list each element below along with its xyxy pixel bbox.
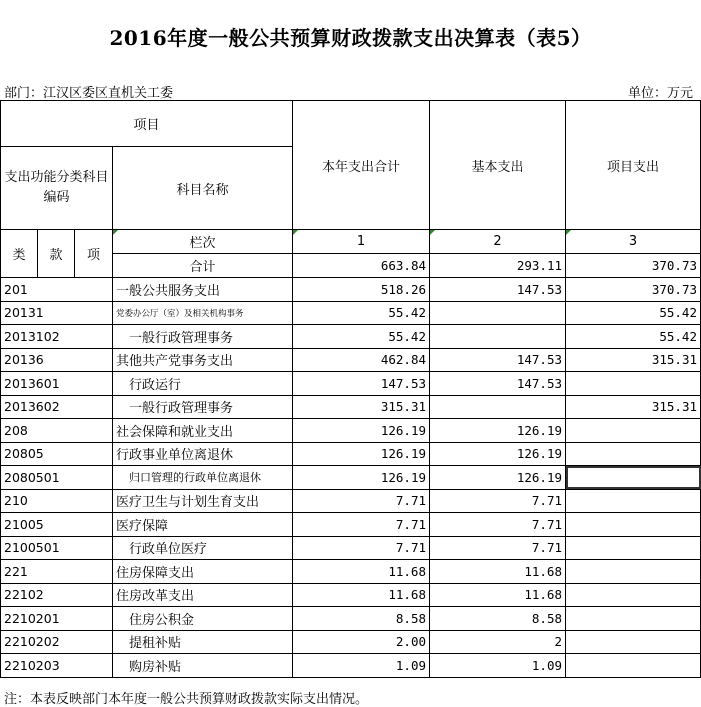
row-code: 22102 — [1, 583, 113, 607]
row-total: 2.00 — [293, 630, 430, 654]
row-code: 210 — [1, 489, 113, 513]
row-code: 2013602 — [1, 395, 113, 419]
row-project — [566, 442, 701, 466]
row-name: 一般行政管理事务 — [113, 395, 293, 419]
row-total: 55.42 — [293, 325, 430, 349]
row-total: 55.42 — [293, 301, 430, 325]
table-row — [1, 419, 701, 443]
row-code: 21005 — [1, 513, 113, 537]
row-name: 住房公积金 — [113, 607, 293, 631]
row-code: 20805 — [1, 442, 113, 466]
row-project — [566, 654, 701, 678]
row-basic: 126.19 — [430, 466, 566, 490]
report-title: 2016年度一般公共预算财政拨款支出决算表（表5） — [109, 26, 592, 50]
row-name: 医疗卫生与计划生育支出 — [113, 489, 293, 513]
row-total: 1.09 — [293, 654, 430, 678]
table-row — [1, 278, 701, 302]
table-row — [1, 654, 701, 678]
row-project — [566, 513, 701, 537]
row-code: 221 — [1, 560, 113, 584]
row-name: 行政单位医疗 — [113, 536, 293, 560]
footnote: 注：本表反映部门本年度一般公共预算财政拨款实际支出情况。 — [4, 692, 369, 707]
table-row — [1, 560, 701, 584]
row-basic: 1.09 — [430, 654, 566, 678]
row-name: 社会保障和就业支出 — [113, 419, 293, 443]
row-name: 归口管理的行政单位离退休 — [113, 466, 293, 490]
row-name: 其他共产党事务支出 — [113, 348, 293, 372]
row-basic: 126.19 — [430, 442, 566, 466]
row-basic: 147.53 — [430, 348, 566, 372]
row-name: 购房补贴 — [113, 654, 293, 678]
table-row — [1, 395, 701, 419]
row-name: 一般行政管理事务 — [113, 325, 293, 349]
header-function-code: 支出功能分类科目编码 — [1, 147, 113, 230]
header-basic-expenditure: 基本支出 — [430, 101, 566, 230]
row-project — [566, 607, 701, 631]
row-total: 518.26 — [293, 278, 430, 302]
table-row — [1, 583, 701, 607]
row-basic: 126.19 — [430, 419, 566, 443]
row-total: 7.71 — [293, 536, 430, 560]
row-total: 315.31 — [293, 395, 430, 419]
row-code: 2210202 — [1, 630, 113, 654]
row-code: 2100501 — [1, 536, 113, 560]
row-project: 370.73 — [566, 278, 701, 302]
row-name: 行政事业单位离退休 — [113, 442, 293, 466]
total-project: 370.73 — [566, 254, 701, 278]
header-xiang: 项 — [75, 230, 113, 278]
table-row — [1, 301, 701, 325]
row-basic: 147.53 — [430, 372, 566, 396]
header-lanci: 栏次 — [113, 230, 293, 254]
row-total: 11.68 — [293, 560, 430, 584]
row-code: 20136 — [1, 348, 113, 372]
row-project-selected-cell[interactable] — [566, 466, 701, 490]
row-name: 住房改革支出 — [113, 583, 293, 607]
header-total-expenditure: 本年支出合计 — [293, 101, 430, 230]
header-subject-name: 科目名称 — [113, 147, 293, 230]
department-label: 部门：江汉区委区直机关工委 — [4, 86, 174, 101]
row-total: 126.19 — [293, 419, 430, 443]
row-code: 2013102 — [1, 325, 113, 349]
row-project — [566, 560, 701, 584]
row-project — [566, 419, 701, 443]
row-code: 201 — [1, 278, 113, 302]
row-basic: 11.68 — [430, 583, 566, 607]
header-kuan: 款 — [38, 230, 75, 278]
header-project-expenditure: 项目支出 — [566, 101, 701, 230]
row-code: 2013601 — [1, 372, 113, 396]
row-basic: 2 — [430, 630, 566, 654]
row-code: 2210203 — [1, 654, 113, 678]
row-name: 提租补贴 — [113, 630, 293, 654]
row-name: 一般公共服务支出 — [113, 278, 293, 302]
row-basic: 8.58 — [430, 607, 566, 631]
row-name: 住房保障支出 — [113, 560, 293, 584]
row-basic: 7.71 — [430, 489, 566, 513]
header-lei: 类 — [1, 230, 38, 278]
table-row — [1, 536, 701, 560]
total-label: 合计 — [113, 254, 293, 278]
row-project: 55.42 — [566, 325, 701, 349]
table-row — [1, 630, 701, 654]
row-total: 462.84 — [293, 348, 430, 372]
row-total: 126.19 — [293, 466, 430, 490]
row-project — [566, 536, 701, 560]
table-row — [1, 513, 701, 537]
row-basic: 147.53 — [430, 278, 566, 302]
total-basic: 293.11 — [430, 254, 566, 278]
header-item: 项目 — [1, 101, 293, 147]
budget-table — [0, 100, 701, 678]
row-code: 2210201 — [1, 607, 113, 631]
row-total: 8.58 — [293, 607, 430, 631]
row-basic — [430, 395, 566, 419]
table-row — [1, 489, 701, 513]
row-name: 党委办公厅（室）及相关机构事务 — [113, 301, 293, 325]
row-basic — [430, 325, 566, 349]
row-project — [566, 630, 701, 654]
table-row — [1, 325, 701, 349]
row-basic: 7.71 — [430, 513, 566, 537]
row-project — [566, 372, 701, 396]
row-project: 315.31 — [566, 348, 701, 372]
col-index-2: 2 — [430, 230, 566, 254]
col-index-3: 3 — [566, 230, 701, 254]
row-name: 行政运行 — [113, 372, 293, 396]
table-row — [1, 442, 701, 466]
table-row — [1, 466, 701, 490]
row-project — [566, 583, 701, 607]
row-basic: 11.68 — [430, 560, 566, 584]
table-row — [1, 372, 701, 396]
row-total: 7.71 — [293, 489, 430, 513]
col-index-1: 1 — [293, 230, 430, 254]
row-total: 11.68 — [293, 583, 430, 607]
row-total: 7.71 — [293, 513, 430, 537]
row-project — [566, 489, 701, 513]
unit-label: 单位：万元 — [627, 86, 693, 101]
row-code: 2080501 — [1, 466, 113, 490]
table-row — [1, 348, 701, 372]
row-total: 126.19 — [293, 442, 430, 466]
row-project: 315.31 — [566, 395, 701, 419]
row-code: 208 — [1, 419, 113, 443]
row-name: 医疗保障 — [113, 513, 293, 537]
total-sum: 663.84 — [293, 254, 430, 278]
row-basic — [430, 301, 566, 325]
row-project: 55.42 — [566, 301, 701, 325]
row-basic: 7.71 — [430, 536, 566, 560]
row-code: 20131 — [1, 301, 113, 325]
row-total: 147.53 — [293, 372, 430, 396]
table-row — [1, 607, 701, 631]
